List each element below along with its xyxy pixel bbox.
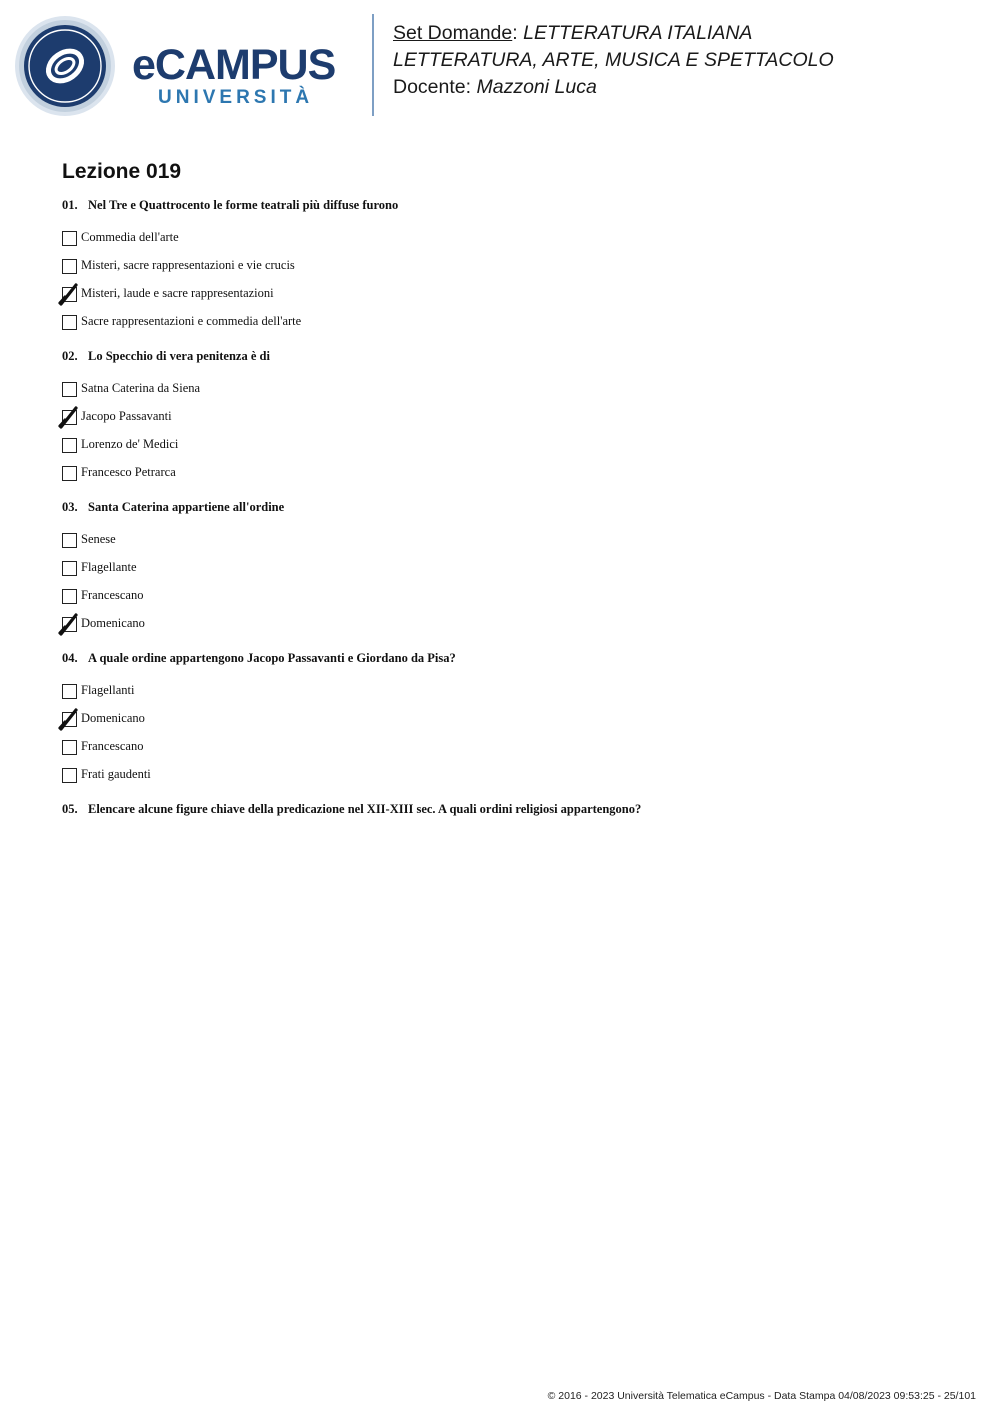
answer-option[interactable] (62, 307, 962, 335)
option-label: Senese (81, 531, 116, 546)
option-label: Francescano (81, 587, 144, 602)
option-label: Flagellanti (81, 682, 135, 697)
question-5 (62, 800, 962, 818)
checkbox[interactable] (62, 315, 77, 330)
answer-option[interactable] (62, 374, 962, 402)
set-label: Set Domande (393, 22, 513, 44)
option-label: Lorenzo de' Medici (81, 436, 179, 451)
option-label: Satna Caterina da Siena (81, 380, 201, 395)
handwritten-check-icon (57, 404, 81, 430)
answer-option[interactable] (62, 430, 962, 458)
course-info (393, 20, 993, 101)
question-prompt: Santa Caterina appartiene all'ordine (88, 500, 285, 514)
question-text (62, 347, 962, 365)
option-label: Domenicano (81, 710, 145, 725)
option-label: Francescano (81, 738, 144, 753)
question-3 (62, 498, 962, 637)
docente-name: Mazzoni Luca (476, 76, 597, 98)
checked-checkbox[interactable] (62, 287, 77, 302)
answer-option[interactable] (62, 676, 962, 704)
question-2 (62, 347, 962, 486)
question-1 (62, 196, 962, 335)
answer-option[interactable] (62, 223, 962, 251)
answer-option[interactable] (62, 704, 962, 732)
set-separator: : (512, 22, 518, 44)
question-number: 01. (62, 198, 78, 212)
answer-option[interactable] (62, 609, 962, 637)
checkbox[interactable] (62, 533, 77, 548)
answer-option[interactable] (62, 402, 962, 430)
handwritten-check-icon (57, 706, 81, 732)
checkbox[interactable] (62, 382, 77, 397)
answer-option[interactable] (62, 553, 962, 581)
question-prompt: Elencare alcune figure chiave della predicazione nel XII-XIII sec. A quali ordini religiosi appartengono? (88, 802, 642, 816)
option-label: Domenicano (81, 615, 145, 630)
question-prompt: A quale ordine appartengono Jacopo Passavanti e Giordano da Pisa? (88, 651, 456, 665)
docente-line (393, 74, 993, 101)
handwritten-check-icon (57, 281, 81, 307)
course-subtitle: LETTERATURA, ARTE, MUSICA E SPETTACOLO (393, 49, 834, 71)
checkbox[interactable] (62, 259, 77, 274)
option-label: Jacopo Passavanti (81, 408, 172, 423)
option-label: Misteri, laude e sacre rappresentazioni (81, 285, 274, 300)
option-label: Misteri, sacre rappresentazioni e vie crucis (81, 257, 295, 272)
answer-option[interactable] (62, 732, 962, 760)
lesson-title: Lezione 019 (62, 160, 182, 183)
checkbox[interactable] (62, 466, 77, 481)
checked-checkbox[interactable] (62, 712, 77, 727)
question-4 (62, 649, 962, 788)
option-label: Frati gaudenti (81, 766, 151, 781)
answer-option[interactable] (62, 279, 962, 307)
brand-subtitle: UNIVERSITÀ (158, 87, 314, 108)
handwritten-check-icon (57, 611, 81, 637)
checkbox[interactable] (62, 231, 77, 246)
checked-checkbox[interactable] (62, 410, 77, 425)
answer-option[interactable] (62, 760, 962, 788)
question-text (62, 196, 962, 214)
brand-name: eCAMPUS (132, 41, 336, 89)
question-prompt: Lo Specchio di vera penitenza è di (88, 349, 270, 363)
ecampus-wordmark (132, 40, 357, 112)
checkbox[interactable] (62, 768, 77, 783)
answer-option[interactable] (62, 251, 962, 279)
option-label: Commedia dell'arte (81, 229, 179, 244)
checked-checkbox[interactable] (62, 617, 77, 632)
course-name: LETTERATURA ITALIANA (523, 22, 753, 44)
option-label: Flagellante (81, 559, 137, 574)
question-list (62, 196, 962, 830)
question-number: 05. (62, 802, 78, 816)
checkbox[interactable] (62, 684, 77, 699)
page-footer: © 2016 - 2023 Università Telematica eCampus - Data Stampa 04/08/2023 09:53:25 - 25/101 (547, 1390, 976, 1402)
option-label: Francesco Petrarca (81, 464, 176, 479)
course-subtitle-line (393, 47, 993, 74)
question-number: 02. (62, 349, 78, 363)
question-number: 04. (62, 651, 78, 665)
checkbox[interactable] (62, 561, 77, 576)
question-text (62, 800, 962, 818)
answer-option[interactable] (62, 525, 962, 553)
option-label: Sacre rappresentazioni e commedia dell'arte (81, 313, 302, 328)
checkbox[interactable] (62, 740, 77, 755)
answer-option[interactable] (62, 581, 962, 609)
checkbox[interactable] (62, 438, 77, 453)
docente-label: Docente: (393, 76, 472, 98)
university-seal-logo (14, 15, 116, 117)
checkbox[interactable] (62, 589, 77, 604)
question-text (62, 498, 962, 516)
page-header (0, 0, 1000, 130)
question-number: 03. (62, 500, 78, 514)
question-text (62, 649, 962, 667)
answer-option[interactable] (62, 458, 962, 486)
header-divider (372, 14, 374, 116)
question-prompt: Nel Tre e Quattrocento le forme teatrali più diffuse furono (88, 198, 399, 212)
set-line (393, 20, 993, 47)
